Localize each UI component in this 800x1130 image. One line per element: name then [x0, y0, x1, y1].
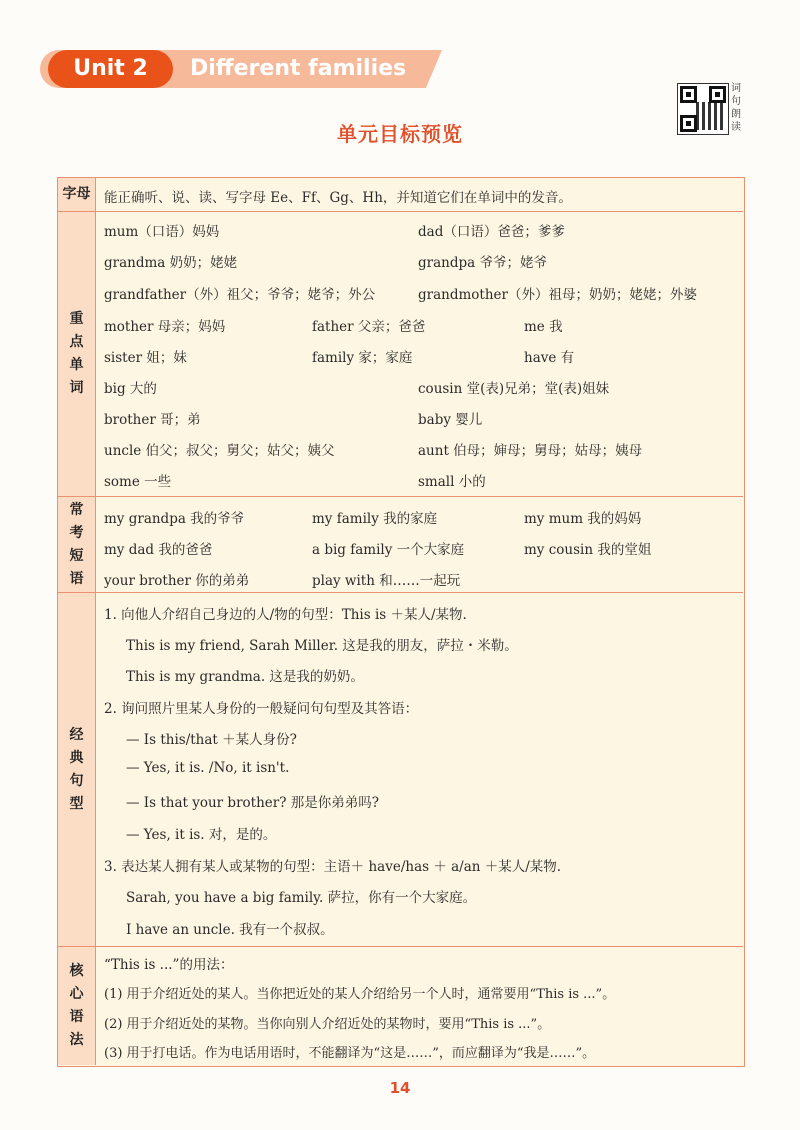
- word-item: have 有: [524, 350, 575, 366]
- grammar-line: (2) 用于介绍近处的某物。当你向别人介绍近处的某物时，要用“This is ...”。: [104, 1017, 551, 1032]
- qr-label: 词句朗读: [731, 83, 741, 133]
- sentence-line: — Yes, it is. /No, it isn't.: [126, 760, 290, 776]
- sentence-line: 3. 表达某人拥有某人或某物的句型：主语＋ have/has ＋ a/an ＋某人/某物.: [104, 859, 562, 875]
- sentence-line: This is my friend, Sarah Miller. 这是我的朋友，萨拉・米勒。: [126, 638, 518, 654]
- word-item: father 父亲；爸爸: [312, 319, 426, 335]
- sentence-line: — Is this/that ＋某人身份?: [126, 732, 297, 748]
- word-item: grandma 奶奶；姥姥: [104, 255, 238, 271]
- key-words-row: [58, 211, 743, 496]
- sentence-line: I have an uncle. 我有一个叔叔。: [126, 922, 334, 938]
- page-number: 14: [389, 1079, 411, 1097]
- sentence-line: — Yes, it is. 对，是的。: [126, 827, 277, 843]
- letters-label: 字母: [62, 186, 91, 202]
- phrase-item: my dad 我的爸爸: [104, 542, 213, 558]
- word-item: me 我: [524, 319, 563, 335]
- grammar-line: (3) 用于打电话。作为电话用语时，不能翻译为“这是……”，而应翻译为“我是……”。: [104, 1046, 596, 1061]
- phrase-item: your brother 你的弟弟: [104, 573, 250, 589]
- phrase-item: my mum 我的妈妈: [524, 511, 642, 527]
- word-item: dad（口语）爸爸；爹爹: [418, 224, 565, 240]
- word-item: small 小的: [418, 474, 486, 490]
- grammar-line: “This is ...”的用法：: [104, 957, 234, 973]
- letters-text: 能正确听、说、读、写字母 Ee、Ff、Gg、Hh，并知道它们在单词中的发音。: [104, 190, 572, 206]
- unit-badge: Unit 2: [48, 50, 173, 88]
- grammar-line: (1) 用于介绍近处的某人。当你把近处的某人介绍给另一个人时，通常要用“This is ...”。: [104, 987, 616, 1002]
- phrase-item: a big family 一个大家庭: [312, 542, 465, 558]
- word-item: big 大的: [104, 381, 157, 397]
- phrase-item: my grandpa 我的爷爷: [104, 511, 245, 527]
- word-item: grandfather（外）祖父；爷爷；姥爷；外公: [104, 287, 376, 303]
- key-words-label: 重点单词: [69, 311, 84, 396]
- word-item: cousin 堂(表)兄弟；堂(表)姐妹: [418, 381, 610, 397]
- grammar-row: [58, 946, 743, 1065]
- word-item: family 家；家庭: [312, 350, 413, 366]
- phrases-row: [58, 496, 743, 592]
- page-heading: 单元目标预览: [337, 122, 463, 146]
- word-item: baby 婴儿: [418, 412, 483, 428]
- sentence-line: This is my grandma. 这是我的奶奶。: [126, 669, 364, 685]
- unit-title: Different families: [190, 56, 407, 81]
- sentence-line: Sarah, you have a big family. 萨拉，你有一个大家庭。: [126, 890, 477, 906]
- phrase-item: my family 我的家庭: [312, 511, 438, 527]
- sentences-label: 经典句型: [69, 726, 84, 812]
- word-item: some 一些: [104, 474, 172, 490]
- phrase-item: play with 和……一起玩: [312, 573, 461, 589]
- word-item: grandpa 爷爷；姥爷: [418, 255, 547, 271]
- unit-overview-table: [57, 177, 745, 1067]
- sentences-row: [58, 592, 743, 946]
- word-item: mum（口语）妈妈: [104, 224, 220, 240]
- word-item: sister 姐；妹: [104, 350, 187, 366]
- sentence-line: 1. 向他人介绍自己身边的人/物的句型：This is ＋某人/某物.: [104, 607, 467, 623]
- word-item: mother 母亲；妈妈: [104, 319, 226, 335]
- word-item: uncle 伯父；叔父；舅父；姑父；姨父: [104, 443, 335, 459]
- word-item: grandmother（外）祖母；奶奶；姥姥；外婆: [418, 287, 697, 303]
- sentence-line: — Is that your brother? 那是你弟弟吗?: [126, 795, 379, 811]
- grammar-label: 核心语法: [69, 963, 84, 1048]
- phrases-label: 常考短语: [69, 501, 84, 587]
- word-item: aunt 伯母；婶母；舅母；姑母；姨母: [418, 443, 643, 459]
- sentence-line: 2. 询问照片里某人身份的一般疑问句句型及其答语：: [104, 701, 419, 717]
- letters-row: [58, 178, 743, 211]
- phrase-item: my cousin 我的堂姐: [524, 542, 652, 558]
- word-item: brother 哥；弟: [104, 412, 201, 428]
